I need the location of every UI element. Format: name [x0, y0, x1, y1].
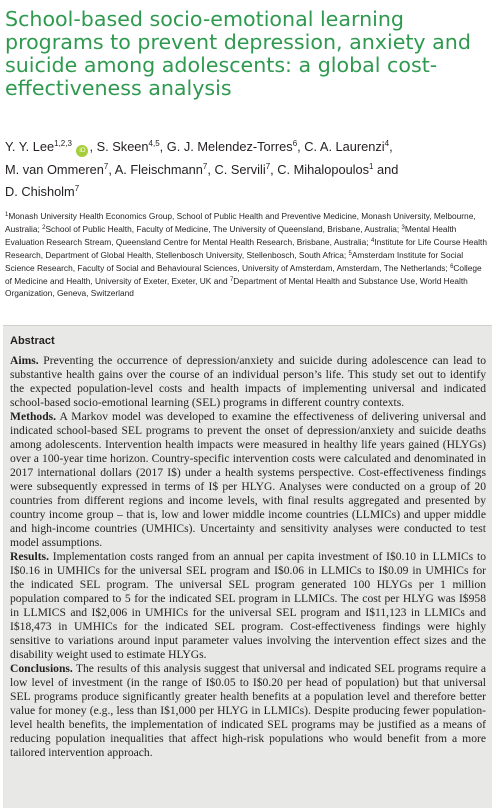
author-separator: ,: [389, 139, 393, 154]
abstract-section-label: Results.: [10, 550, 49, 563]
abstract-section-label: Conclusions.: [10, 662, 73, 675]
abstract-section-text: The results of this analysis suggest that universal and indicated SEL programs require a low level of investment (in the range of I$0.05 to I$0.20 per head of population) but that universal SEL programs produce significantly greater health benefits at a population level and therefore better value for money (e.g., less than I$1,000 per HLYG in LLMICs). Despite producing fewer population-level health benefits, the implementation of indicated SEL programs may be justified as a means of reducing population inequalities that affect high-risk populations who would benefit from a more tailored intervention approach.: [10, 662, 486, 759]
author-separator: ,: [159, 139, 167, 154]
author-affil-marker: 7: [103, 161, 109, 171]
affil-text: College of Medicine and Health, University of Exeter, Exeter, UK and: [5, 262, 482, 286]
abstract-section-text: A Markov model was developed to examine the effectiveness of delivering universal and indicated school-based SEL programs to prevent the onset of depression/anxiety and suicide deaths among adolescents. Intervention health impacts were measured in healthy life years gained (HLYGs) over a 100-year time horizon. Country-specific intervention costs were calculated and denominated in 2017 international dollars (2017 I$) under a health systems perspective. Cost-effectiveness findings were subsequently expressed in terms of I$ per HLYG. Analyses were conducted on a group of 20 countries from different regions and income levels, with final results aggregated and presented by country income group – that is, low and lower middle income countries (LLMICs) and upper middle and high-income countries (UMHICs). Uncertainty and sensitivity analyses were conducted to test model assumptions.: [10, 410, 486, 549]
affil-text: Monash University Health Economics Group, School of Public Health and Preventive Medicine, Monash University, Melbourne, Australia;: [5, 211, 476, 234]
author-name: D. Chisholm: [5, 184, 75, 199]
affil-number: 4: [370, 237, 375, 244]
affil-number: 6: [450, 263, 454, 270]
affil-number: 7: [229, 276, 234, 283]
author-affil-marker: 1: [369, 161, 374, 171]
abstract-section-text: Preventing the occurrence of depression/anxiety and suicide during adolescence can lead to substantive health gains over the course of an individual person’s life. This study set out to identify the expected population-level costs and health impacts of implementing universal and indicated school-based socio-emotional learning (SEL) programs in different country contexts.: [10, 354, 486, 409]
author-list: [5, 136, 489, 204]
affil-number: 1: [5, 212, 9, 218]
affil-text: Amsterdam Institute for Social Science Research, Faculty of Social and Behavioural Sciences, University of Amsterdam, Amsterdam, The Netherlands;: [5, 249, 464, 273]
author-name: C. Servili: [214, 161, 266, 177]
article-title: School-based socio-emotional learning programs to prevent depression, anxiety and suicide among adolescents: a global cost-effectiveness analysis: [5, 7, 471, 100]
author-affil-marker: 6: [292, 139, 298, 148]
author-separator: ,: [270, 161, 278, 177]
orcid-icon[interactable]: iD: [76, 145, 88, 157]
abstract-section-text: Implementation costs ranged from an annual per capita investment of I$0.10 in LLMICs to I$0.16 in UMHICs for the universal SEL program and I$0.06 in LLMICs to I$0.09 in UMHICs for the indicated SEL program. The universal SEL program generated 100 HLYGs per 1 million population compared to 5 for the indicated SEL program in LLMICs. The cost per HLYG was I$958 in LLMICS and I$2,006 in UMHICs for the universal SEL program and I$11,123 in LLMICs and I$18,473 in UMHICs for the indicated SEL program. Cost-effectiveness findings were highly sensitive to variations around input parameter values involving the intervention effect sizes and the disability weight used to estimate HLYGs.: [10, 550, 486, 661]
author-separator: and: [373, 161, 399, 177]
affil-text: Institute for Life Course Health Research, Department of Global Health, Stellenbosch University, Stellenbosch, South Africa;: [5, 236, 487, 260]
abstract-section: [10, 662, 486, 760]
abstract-box: [3, 325, 492, 808]
abstract-section-label: Aims.: [10, 354, 39, 367]
author-affil-marker: 1,2,3: [54, 139, 72, 148]
author-affil-marker: 7: [74, 184, 80, 193]
affil-text: School of Public Health, Faculty of Medicine, The University of Queensland, Brisbane, Australia;: [45, 223, 402, 234]
abstract-body: [10, 354, 486, 760]
author-affil-marker: 4,5: [148, 139, 160, 148]
author-name: A. Fleischmann: [114, 161, 203, 177]
author-name: Y. Y. Lee: [5, 139, 55, 154]
author-name: C. Mihalopoulos: [277, 161, 370, 177]
affil-number: 5: [348, 250, 352, 257]
abstract-section-label: Methods.: [10, 410, 57, 423]
author-affil-marker: 7: [202, 161, 208, 171]
affil-text: Department of Mental Health and Substance Use, World Health Organization, Geneva, Switzerland: [5, 275, 468, 299]
abstract-heading: Abstract: [10, 335, 55, 347]
abstract-section: [10, 410, 486, 550]
affil-text: Mental Health Evaluation Research Stream, Queensland Centre for Mental Health Research, Brisbane, Australia;: [5, 223, 457, 247]
abstract-section: [10, 354, 486, 410]
author-affil-marker: 7: [265, 161, 271, 171]
affil-number: 3: [401, 224, 405, 231]
author-separator: ,: [89, 139, 97, 154]
author-separator: ,: [297, 139, 305, 154]
affiliation-list: [5, 210, 487, 300]
author-separator: ,: [207, 161, 215, 177]
author-separator: ,: [108, 161, 115, 177]
affil-number: 2: [42, 224, 46, 231]
author-name: M. van Ommeren: [5, 161, 104, 177]
abstract-section: [10, 550, 486, 662]
author-affil-marker: 4: [384, 139, 390, 148]
author-name: S. Skeen: [96, 139, 149, 154]
author-name: G. J. Melendez-Torres: [166, 139, 293, 154]
author-name: C. A. Laurenzi: [304, 139, 385, 154]
